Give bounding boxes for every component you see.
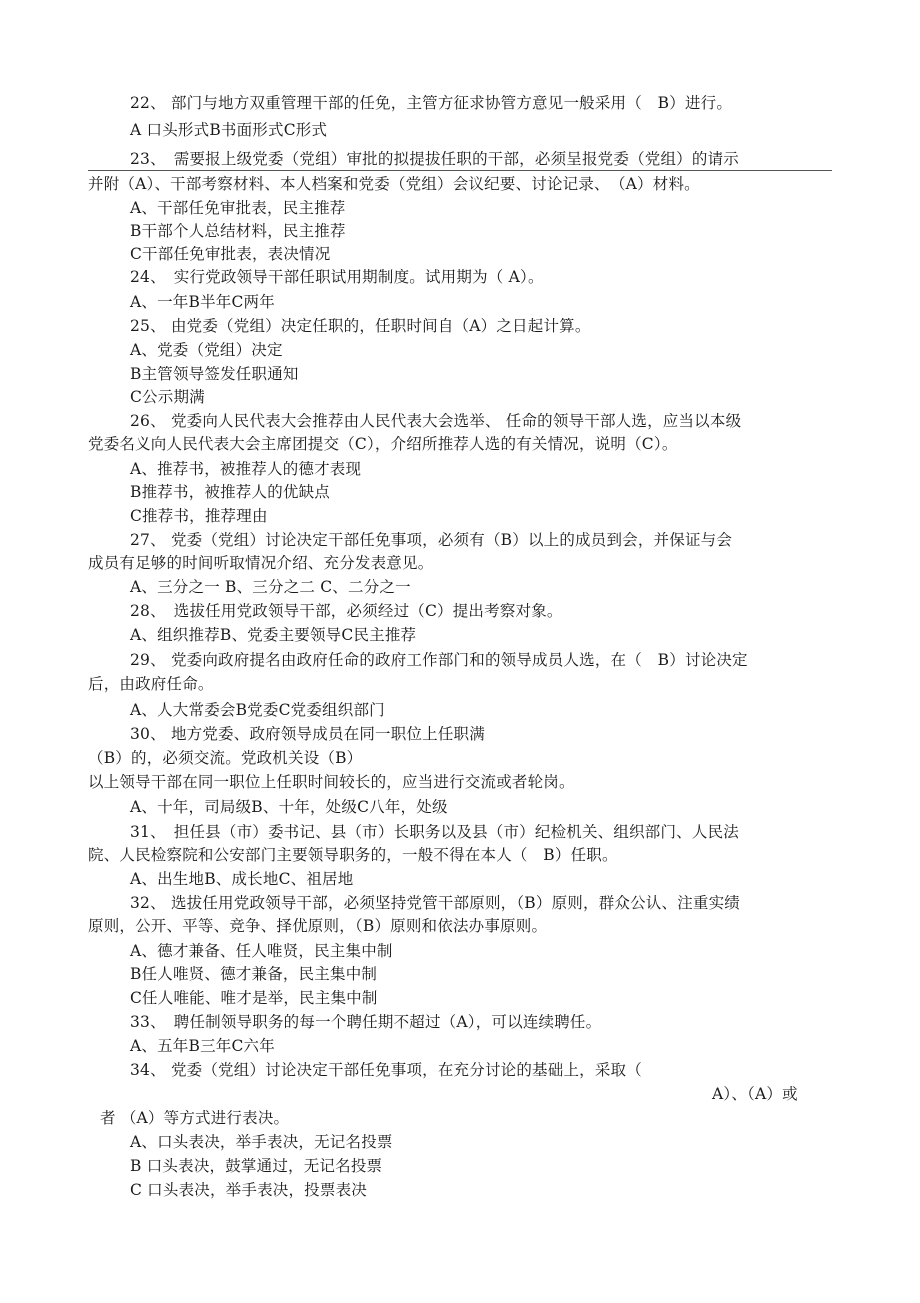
text-line: A、三分之一 B、三分之二 C、二分之一: [130, 578, 411, 596]
text-line: B主管领导签发任职通知: [130, 365, 299, 383]
text-line: 29、 党委向政府提名由政府任命的政府工作部门和的领导成员人选，在（ B）讨论决定: [130, 651, 748, 669]
text-line: A、一年B半年C两年: [130, 293, 275, 311]
text-line: C 口头表决，举手表决，投票表决: [130, 1181, 367, 1199]
text-line: 原则，公开、平等、竞争、择优原则，（B）原则和依法办事原则。: [88, 917, 548, 935]
text-line: A、口头表决，举手表决，无记名投票: [130, 1133, 393, 1151]
text-line: 34、 党委（党组）讨论决定干部任免事项，在充分讨论的基础上，采取（: [130, 1061, 642, 1079]
text-line: 院、人民检察院和公安部门主要领导职务的，一般不得在本人（ B）任职。: [88, 846, 618, 864]
text-line: A、推荐书，被推荐人的德才表现: [130, 460, 362, 478]
text-line: 27、 党委（党组）讨论决定干部任免事项，必须有（B）以上的成员到会，并保证与会: [130, 531, 733, 549]
text-line: A、十年，司局级B、十年，处级C八年，处级: [130, 798, 448, 816]
text-line: B干部个人总结材料，民主推荐: [130, 222, 346, 240]
text-line: 24、 实行党政领导干部任职试用期制度。试用期为（ A）。: [130, 268, 544, 286]
text-line: 33、 聘任制领导职务的每一个聘任期不超过（A），可以连续聘任。: [130, 1013, 602, 1031]
text-line: B推荐书，被推荐人的优缺点: [130, 483, 330, 501]
text-line: A、人大常委会B党委C党委组织部门: [130, 701, 385, 719]
text-line: C公示期满: [130, 388, 205, 406]
text-line: A、德才兼备、任人唯贤，民主集中制: [130, 942, 393, 960]
text-line: 以上领导干部在同一职位上任职时间较长的，应当进行交流或者轮岗。: [88, 773, 575, 791]
text-line: 后，由政府任命。: [88, 675, 214, 693]
text-line: 党委名义向人民代表大会主席团提交（C），介绍所推荐人选的有关情况，说明（C）。: [88, 435, 678, 453]
text-line: C干部任免审批表，表决情况: [130, 245, 331, 263]
text-line: A）、（A）或: [712, 1085, 798, 1103]
text-line: C推荐书，推荐理由: [130, 507, 268, 525]
header-rule: [88, 170, 832, 171]
text-line: 30、 地方党委、政府领导成员在同一职位上任职满: [130, 725, 485, 743]
text-line: 25、 由党委（党组）决定任职的，任职时间自（A）之日起计算。: [130, 317, 591, 335]
text-line: A、党委（党组）决定: [130, 341, 283, 359]
text-line: 32、 选拔任用党政领导干部，必须坚持党管干部原则，（B）原则，群众公认、注重实绩: [130, 894, 740, 912]
text-line: 28、 选拔任用党政领导干部，必须经过（C）提出考察对象。: [130, 602, 563, 620]
text-line: A 口头形式B书面形式C形式: [130, 121, 328, 139]
text-line: B任人唯贤、德才兼备，民主集中制: [130, 965, 378, 983]
text-line: B 口头表决，鼓掌通过，无记名投票: [130, 1157, 383, 1175]
text-line: A、五年B三年C六年: [130, 1037, 275, 1055]
text-line: 22、 部门与地方双重管理干部的任免，主管方征求协管方意见一般采用（ B）进行。: [130, 94, 733, 112]
text-line: A、出生地B、成长地C、祖居地: [130, 870, 354, 888]
text-line: 26、 党委向人民代表大会推荐由人民代表大会选举、 任命的领导干部人选，应当以本级: [130, 412, 742, 430]
text-line: 23、 需要报上级党委（党组）审批的拟提拔任职的干部，必须呈报党委（党组）的请示: [130, 150, 739, 168]
text-line: A、干部任免审批表，民主推荐: [130, 199, 346, 217]
text-line: （B）的，必须交流。党政机关设（B）: [88, 749, 363, 767]
text-line: A、组织推荐B、党委主要领导C民主推荐: [130, 626, 417, 644]
text-line: 并附（A）、干部考察材料、本人档案和党委（党组）会议纪要、讨论记录、 （A）材料。: [88, 175, 700, 193]
text-line: 者 （A）等方式进行表决。: [100, 1109, 290, 1127]
text-line: C任人唯能、唯才是举，民主集中制: [130, 989, 378, 1007]
text-line: 成员有足够的时间听取情况介绍、充分发表意见。: [88, 554, 434, 572]
text-line: 31、 担任县（市）委书记、县（市）长职务以及县（市）纪检机关、组织部门、人民法: [130, 823, 739, 841]
